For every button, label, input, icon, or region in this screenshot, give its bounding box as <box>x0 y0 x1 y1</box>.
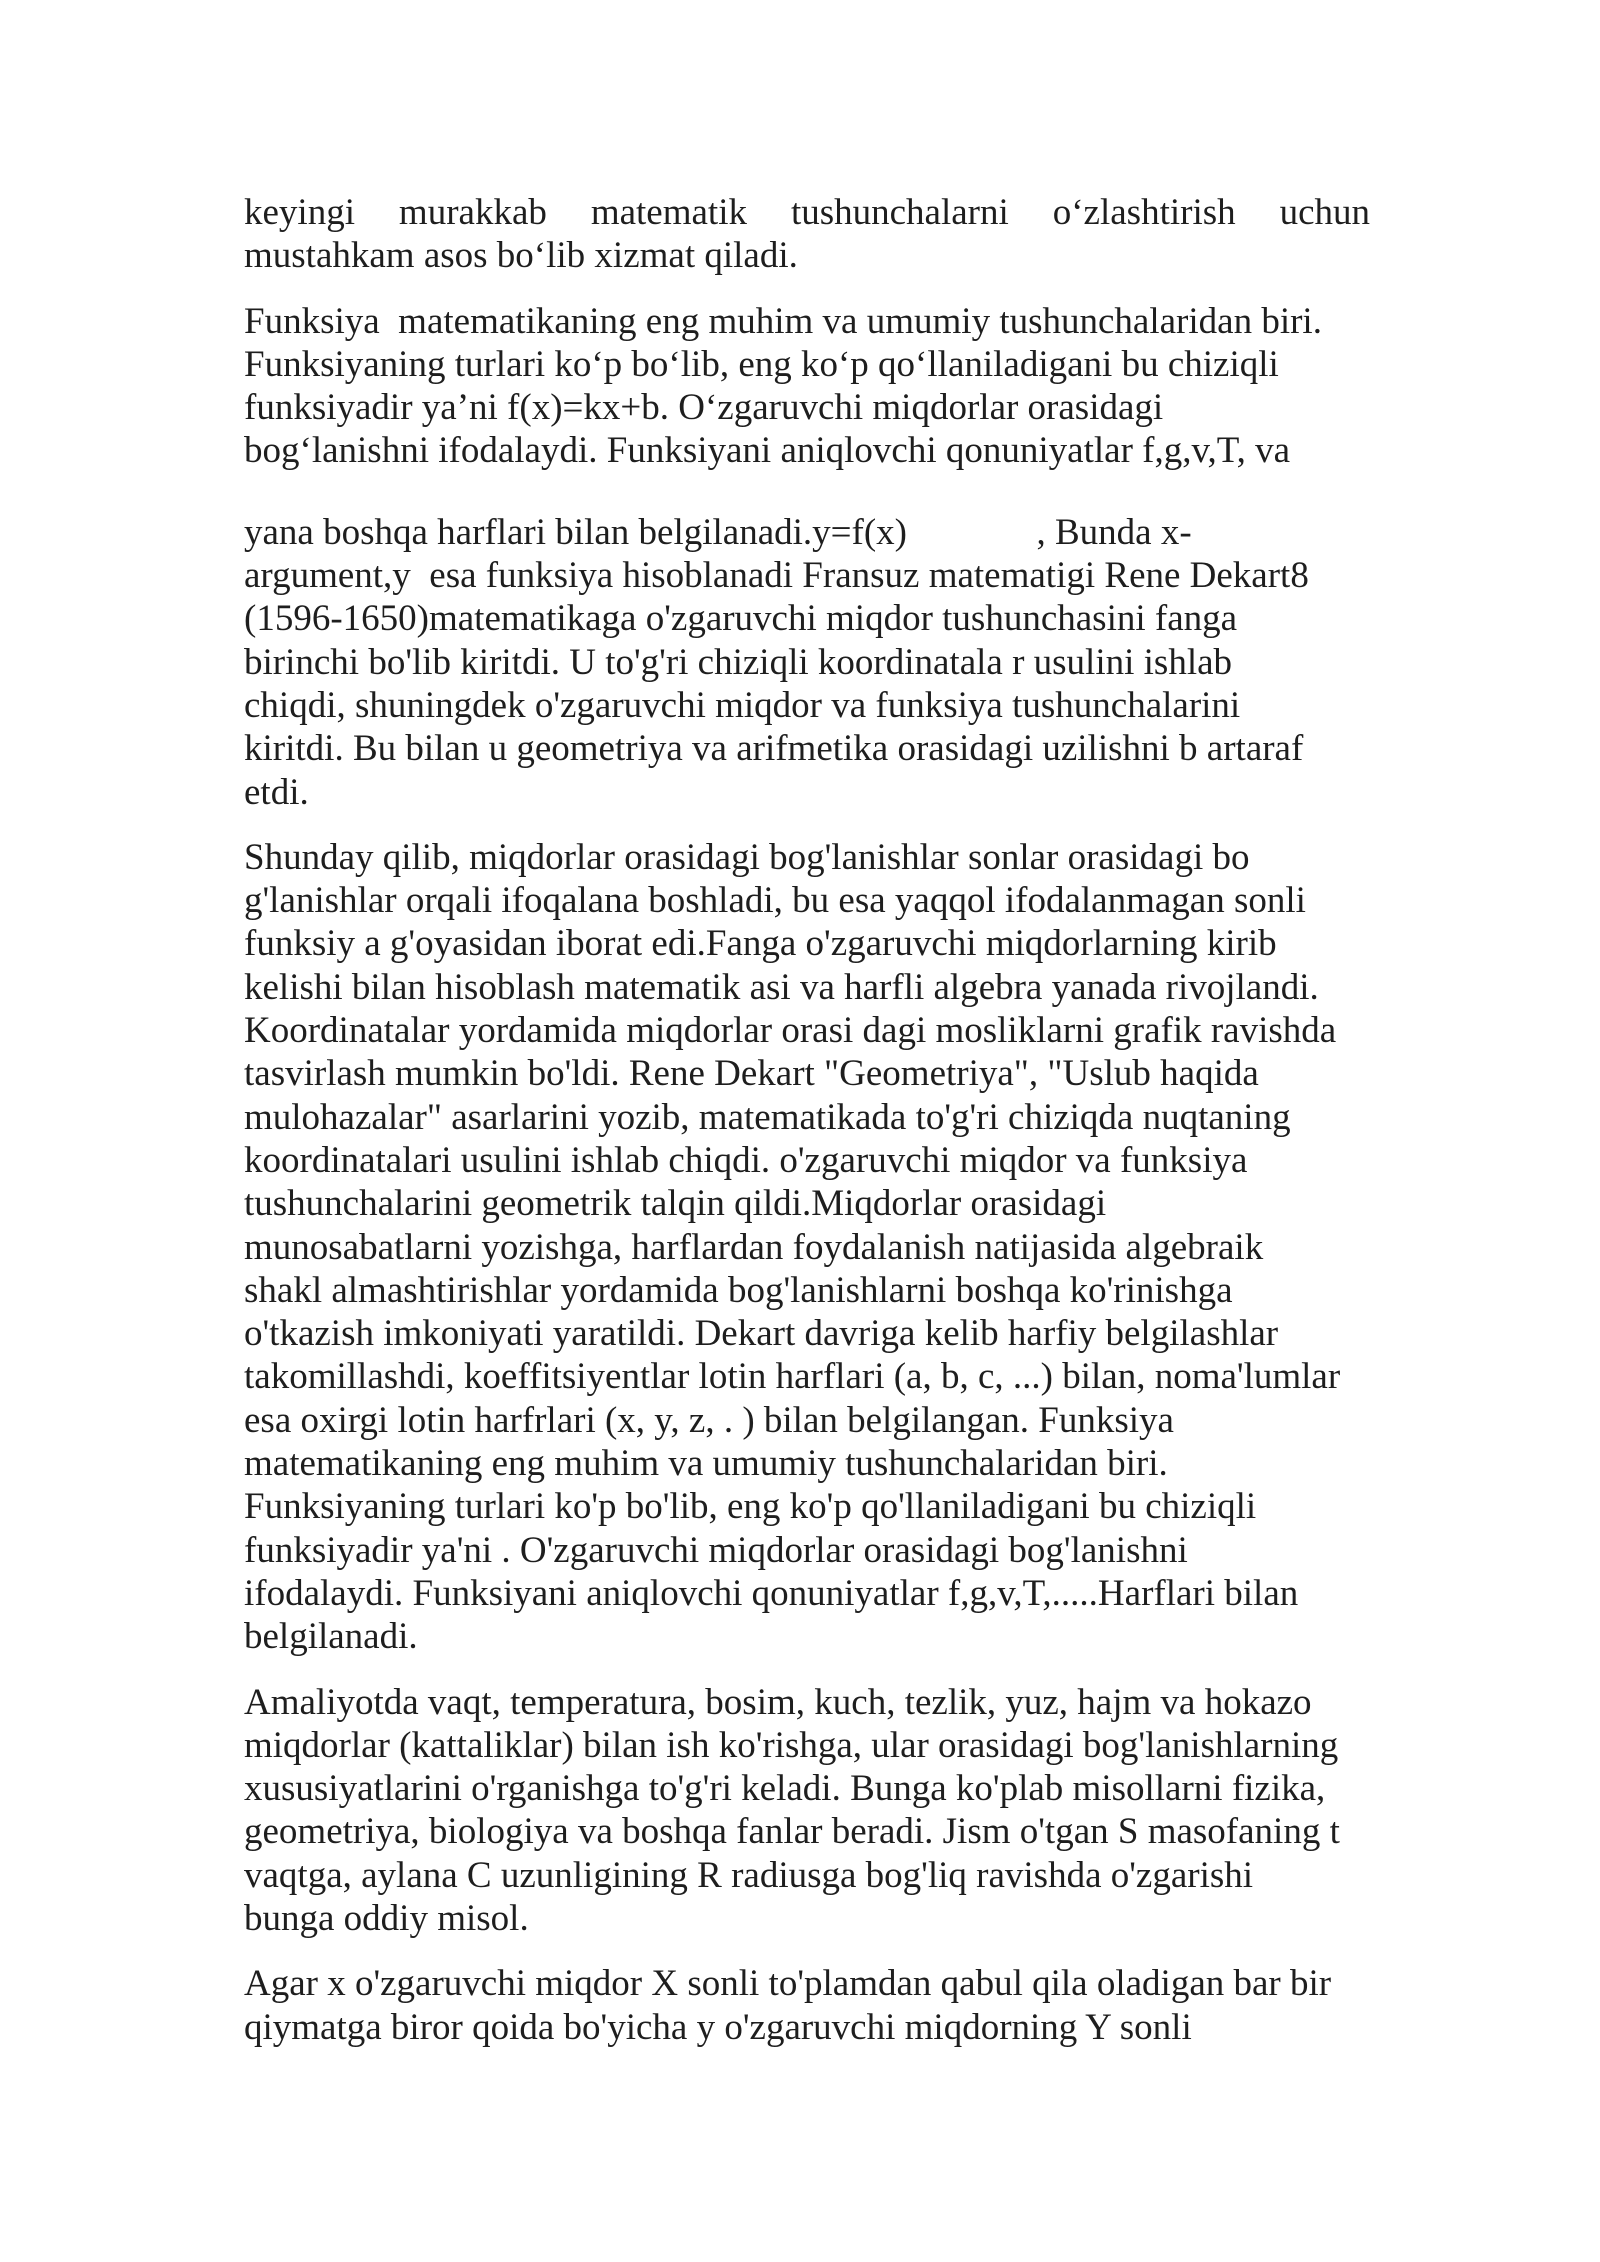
text-line: kiritdi. Bu bilan u geometriya va arifmetika orasidagi uzilishni b artaraf <box>244 728 1304 770</box>
paragraph <box>244 836 1370 1659</box>
text-line: etdi. <box>244 771 309 813</box>
paragraph <box>244 1681 1370 1941</box>
text-line: birinchi bo'lib kiritdi. U to'g'ri chiziqli koordinatala r usulini ishlab <box>244 641 1233 683</box>
text-line: tasvirlash mumkin bo'ldi. Rene Dekart "Geometriya", "Uslub haqida <box>244 1053 1259 1095</box>
text-line: funksiyadir ya'ni . O'zgaruvchi miqdorlar orasidagi bog'lanishni <box>244 1529 1188 1571</box>
text-line: funksiy a g'oyasidan iborat edi.Fanga o'zgaruvchi miqdorlarning kirib <box>244 923 1277 965</box>
text-line: Funksiyaning turlari ko‘p bo‘lib, eng ko‘p qo‘llaniladigani bu chiziqli <box>244 343 1279 385</box>
text-line: munosabatlarni yozishga, harflardan foydalanish natijasida algebraik <box>244 1226 1264 1268</box>
text-line: yana boshqa harflari bilan belgilanadi.y=f(x) , Bunda x- <box>244 511 1192 553</box>
text-line: Koordinatalar yordamida miqdorlar orasi dagi mosliklarni grafik ravishda <box>244 1010 1337 1052</box>
text-line: g'lanishlar orqali ifoqalana boshladi, bu esa yaqqol ifodalanmagan sonli <box>244 880 1306 922</box>
text-line: Shunday qilib, miqdorlar orasidagi bog'lanishlar sonlar orasidagi bo <box>244 836 1250 878</box>
text-line: xususiyatlarini o'rganishga to'g'ri keladi. Bunga ko'plab misollarni fizika, <box>244 1768 1326 1810</box>
paragraph <box>244 1962 1370 2049</box>
text-line: mustahkam asos bo‘lib xizmat qiladi. <box>244 235 798 277</box>
document-body <box>244 191 1370 2049</box>
text-line: Agar x o'zgaruvchi miqdor X sonli to'plamdan qabul qila oladigan bar bir <box>244 1963 1332 2005</box>
text-line: Amaliyotda vaqt, temperatura, bosim, kuch, tezlik, yuz, hajm va hokazo <box>244 1681 1312 1723</box>
text-line: keyingi murakkab matematik tushunchalarni o‘zlashtirish uchun <box>244 192 1370 233</box>
text-line: kelishi bilan hisoblash matematik asi va harfli algebra yanada rivojlandi. <box>244 966 1319 1008</box>
text-line: Funksiya matematikaning eng muhim va umumiy tushunchalaridan biri. <box>244 300 1322 342</box>
text-line: takomillashdi, koeffitsiyentlar lotin harflari (a, b, c, ...) bilan, noma'lumlar <box>244 1356 1341 1398</box>
text-line: vaqtga, aylana C uzunligining R radiusga bog'liq ravishda o'zgarishi <box>244 1854 1254 1896</box>
text-line: Funksiyaning turlari ko'p bo'lib, eng ko'p qo'llaniladigani bu chiziqli <box>244 1486 1257 1528</box>
text-line: esa oxirgi lotin harfrlari (x, y, z, . ) bilan belgilangan. Funksiya <box>244 1399 1174 1441</box>
text-line: tushunchalarini geometrik talqin qildi.Miqdorlar orasidagi <box>244 1183 1107 1225</box>
text-line: miqdorlar (kattaliklar) bilan ish ko'rishga, ular orasidagi bog'lanishlarning <box>244 1724 1339 1766</box>
text-line: bunga oddiy misol. <box>244 1897 529 1939</box>
paragraph <box>244 191 1370 278</box>
text-line: koordinatalari usulini ishlab chiqdi. o'zgaruvchi miqdor va funksiya <box>244 1139 1248 1181</box>
text-line: shakl almashtirishlar yordamida bog'lanishlarni boshqa ko'rinishga <box>244 1269 1233 1311</box>
text-line: matematikaning eng muhim va umumiy tushunchalaridan biri. <box>244 1443 1168 1485</box>
text-line: (1596-1650)matematikaga o'zgaruvchi miqdor tushunchasini fanga <box>244 598 1238 640</box>
text-line: ifodalaydi. Funksiyani aniqlovchi qonuniyatlar f,g,v,T,.....Harflari bilan <box>244 1572 1299 1614</box>
text-line: geometriya, biologiya va boshqa fanlar beradi. Jism o'tgan S masofaning t <box>244 1811 1340 1853</box>
paragraph <box>244 300 1370 473</box>
text-line: argument,y esa funksiya hisoblanadi Fransuz matematigi Rene Dekart8 <box>244 555 1309 597</box>
text-line: funksiyadir ya’ni f(x)=kx+b. O‘zgaruvchi miqdorlar orasidagi <box>244 387 1164 429</box>
text-line: mulohazalar" asarlarini yozib, matematikada to'g'ri chiziqda nuqtaning <box>244 1096 1291 1138</box>
text-line: chiqdi, shuningdek o'zgaruvchi miqdor va funksiya tushunchalarini <box>244 684 1241 726</box>
text-line: belgilanadi. <box>244 1616 418 1658</box>
paragraph <box>244 511 1370 814</box>
text-line: o'tkazish imkoniyati yaratildi. Dekart davriga kelib harfiy belgilashlar <box>244 1313 1279 1355</box>
text-line: qiymatga biror qoida bo'yicha y o'zgaruvchi miqdorning Y sonli <box>244 2006 1192 2048</box>
text-line: bog‘lanishni ifodalaydi. Funksiyani aniqlovchi qonuniyatlar f,g,v,T, va <box>244 430 1291 472</box>
